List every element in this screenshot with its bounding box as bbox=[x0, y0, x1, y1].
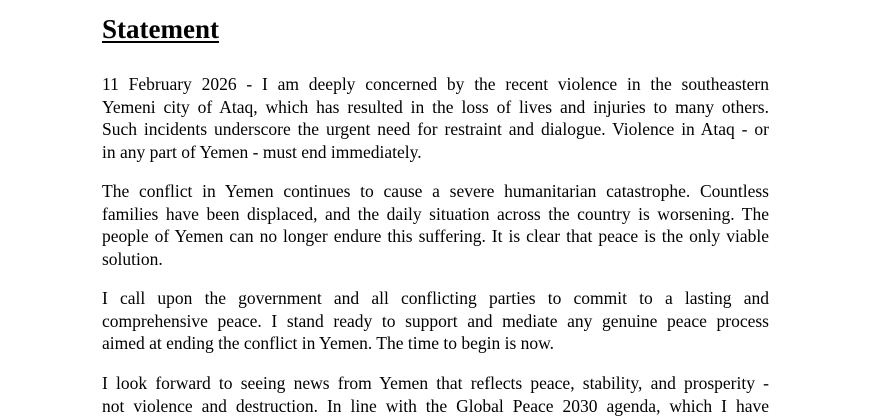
paragraph-line: solution. bbox=[102, 248, 769, 271]
paragraph-line: The conflict in Yemen continues to cause a severe humanitarian catastrophe. Countless bbox=[102, 180, 769, 203]
paragraph-1 bbox=[102, 73, 769, 163]
paragraph-line: I look forward to seeing news from Yemen that reflects peace, stability, and prosperity - bbox=[102, 372, 769, 395]
paragraph-line: families have been displaced, and the daily situation across the country is worsening. The bbox=[102, 203, 769, 226]
paragraph-line: in any part of Yemen - must end immediately. bbox=[102, 141, 769, 164]
paragraph-line: aimed at ending the conflict in Yemen. The time to begin is now. bbox=[102, 332, 769, 355]
paragraph-line: people of Yemen can no longer endure this suffering. It is clear that peace is the only viable bbox=[102, 225, 769, 248]
paragraph-4 bbox=[102, 372, 769, 417]
paragraph-line: comprehensive peace. I stand ready to support and mediate any genuine peace process bbox=[102, 310, 769, 333]
paragraph-2 bbox=[102, 180, 769, 270]
page-title: Statement bbox=[102, 12, 219, 46]
paragraph-line: 11 February 2026 - I am deeply concerned by the recent violence in the southeastern bbox=[102, 73, 769, 96]
paragraph-line: Yemeni city of Ataq, which has resulted in the loss of lives and injuries to many others. bbox=[102, 96, 769, 119]
paragraph-3 bbox=[102, 287, 769, 355]
paragraph-line: Such incidents underscore the urgent need for restraint and dialogue. Violence in Ataq - or bbox=[102, 118, 769, 141]
paragraph-line: not violence and destruction. In line with the Global Peace 2030 agenda, which I have bbox=[102, 395, 769, 417]
paragraph-line: I call upon the government and all conflicting parties to commit to a lasting and bbox=[102, 287, 769, 310]
